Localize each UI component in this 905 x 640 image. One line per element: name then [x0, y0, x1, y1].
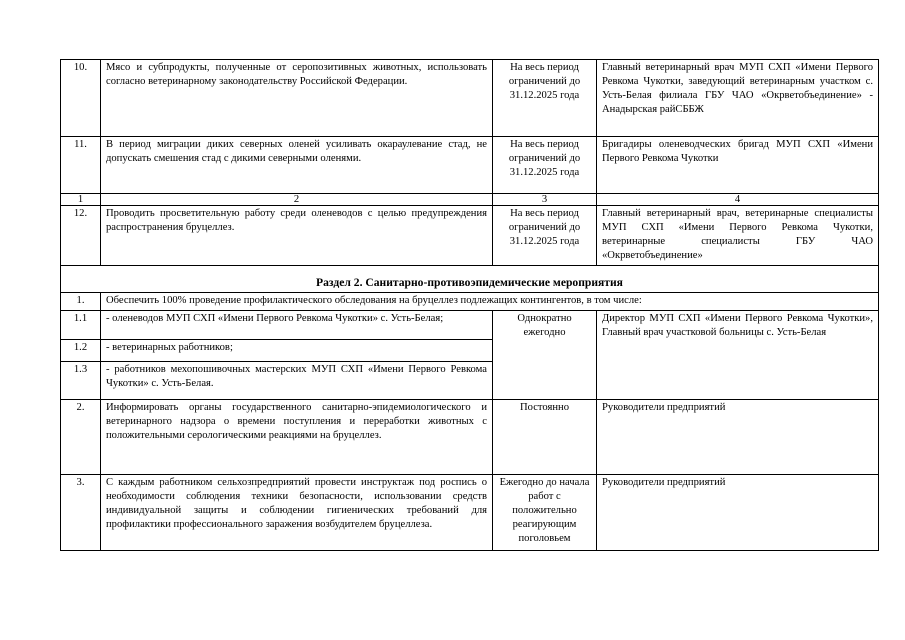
measure-term: Постоянно	[493, 400, 597, 475]
row-number: 3.	[61, 475, 101, 551]
table-row	[61, 475, 879, 551]
row-number: 1.	[61, 293, 101, 311]
measure-term: На весь период ограничений до 31.12.2025 года	[493, 60, 597, 137]
measure-term: Ежегодно до начала работ с положительно реагирующим поголовьем	[493, 475, 597, 551]
row-number: 12.	[61, 206, 101, 266]
section-heading-row	[61, 266, 879, 293]
measure-text: С каждым работником сельхозпредприятий провести инструктаж под роспись о необходимости соблюдения техники безопасности, использовании средств индивидуальной защиты и соблюдении гигиенических требований для профилактики профессионального заражения возбудителем бруцеллеза.	[101, 475, 493, 551]
measure-text: В период миграции диких северных оленей усиливать окараулевание стад, не допускать смешения стад с дикими северными оленями.	[101, 137, 493, 194]
table-row	[61, 60, 879, 137]
table-row	[61, 293, 879, 311]
measure-text: Обеспечить 100% проведение профилактического обследования на бруцеллез подлежащих контингентов, в том числе:	[101, 293, 879, 311]
measure-responsible: Директор МУП СХП «Имени Первого Ревкома Чукотки», Главный врач участковой больницы с. Усть-Белая	[597, 311, 879, 400]
measure-responsible: Руководители предприятий	[597, 475, 879, 551]
table-row	[61, 400, 879, 475]
row-number: 2.	[61, 400, 101, 475]
measure-responsible: Бригадиры оленеводческих бригад МУП СХП «Имени Первого Ревкома Чукотки	[597, 137, 879, 194]
measures-table	[60, 59, 879, 551]
measure-text: - оленеводов МУП СХП «Имени Первого Ревкома Чукотки» с. Усть-Белая;	[101, 311, 493, 340]
measure-text: - ветеринарных работников;	[101, 340, 493, 362]
measure-responsible: Главный ветеринарный врач, ветеринарные специалисты МУП СХП «Имени Первого Ревкома Чукотки, ветеринарные специалисты ГБУ ЧАО «Окрветобъединение»	[597, 206, 879, 266]
row-number: 1.1	[61, 311, 101, 340]
column-numbers-row	[61, 194, 879, 206]
measure-text: Проводить просветительную работу среди оленеводов с целью предупреждения распространения бруцеллез.	[101, 206, 493, 266]
column-number: 1	[61, 194, 101, 206]
row-number: 1.3	[61, 362, 101, 400]
row-number: 1.2	[61, 340, 101, 362]
measure-term: Однократно ежегодно	[493, 311, 597, 400]
measure-term: На весь период ограничений до 31.12.2025 года	[493, 137, 597, 194]
column-number: 4	[597, 194, 879, 206]
table-row	[61, 137, 879, 194]
measure-responsible: Главный ветеринарный врач МУП СХП «Имени Первого Ревкома Чукотки, заведующий ветеринарным участком с. Усть-Белая филиала ГБУ ЧАО «Окрветобъединение» - Анадырская райСББЖ	[597, 60, 879, 137]
column-number: 3	[493, 194, 597, 206]
column-number: 2	[101, 194, 493, 206]
measure-text: Информировать органы государственного санитарно-эпидемиологического и ветеринарного надзора о времени поступления и переработки животных с положительными серологическими реакциями на бруцеллез.	[101, 400, 493, 475]
section-title: Раздел 2. Санитарно-противоэпидемические мероприятия	[61, 266, 879, 293]
measure-responsible: Руководители предприятий	[597, 400, 879, 475]
row-number: 10.	[61, 60, 101, 137]
table-row	[61, 311, 879, 340]
measure-text: Мясо и субпродукты, полученные от серопозитивных животных, использовать согласно ветеринарному законодательству Российской Федерации.	[101, 60, 493, 137]
table-row	[61, 206, 879, 266]
measure-text: - работников мехопошивочных мастерских МУП СХП «Имени Первого Ревкома Чукотки» с. Усть-Белая.	[101, 362, 493, 400]
measure-term: На весь период ограничений до 31.12.2025 года	[493, 206, 597, 266]
row-number: 11.	[61, 137, 101, 194]
